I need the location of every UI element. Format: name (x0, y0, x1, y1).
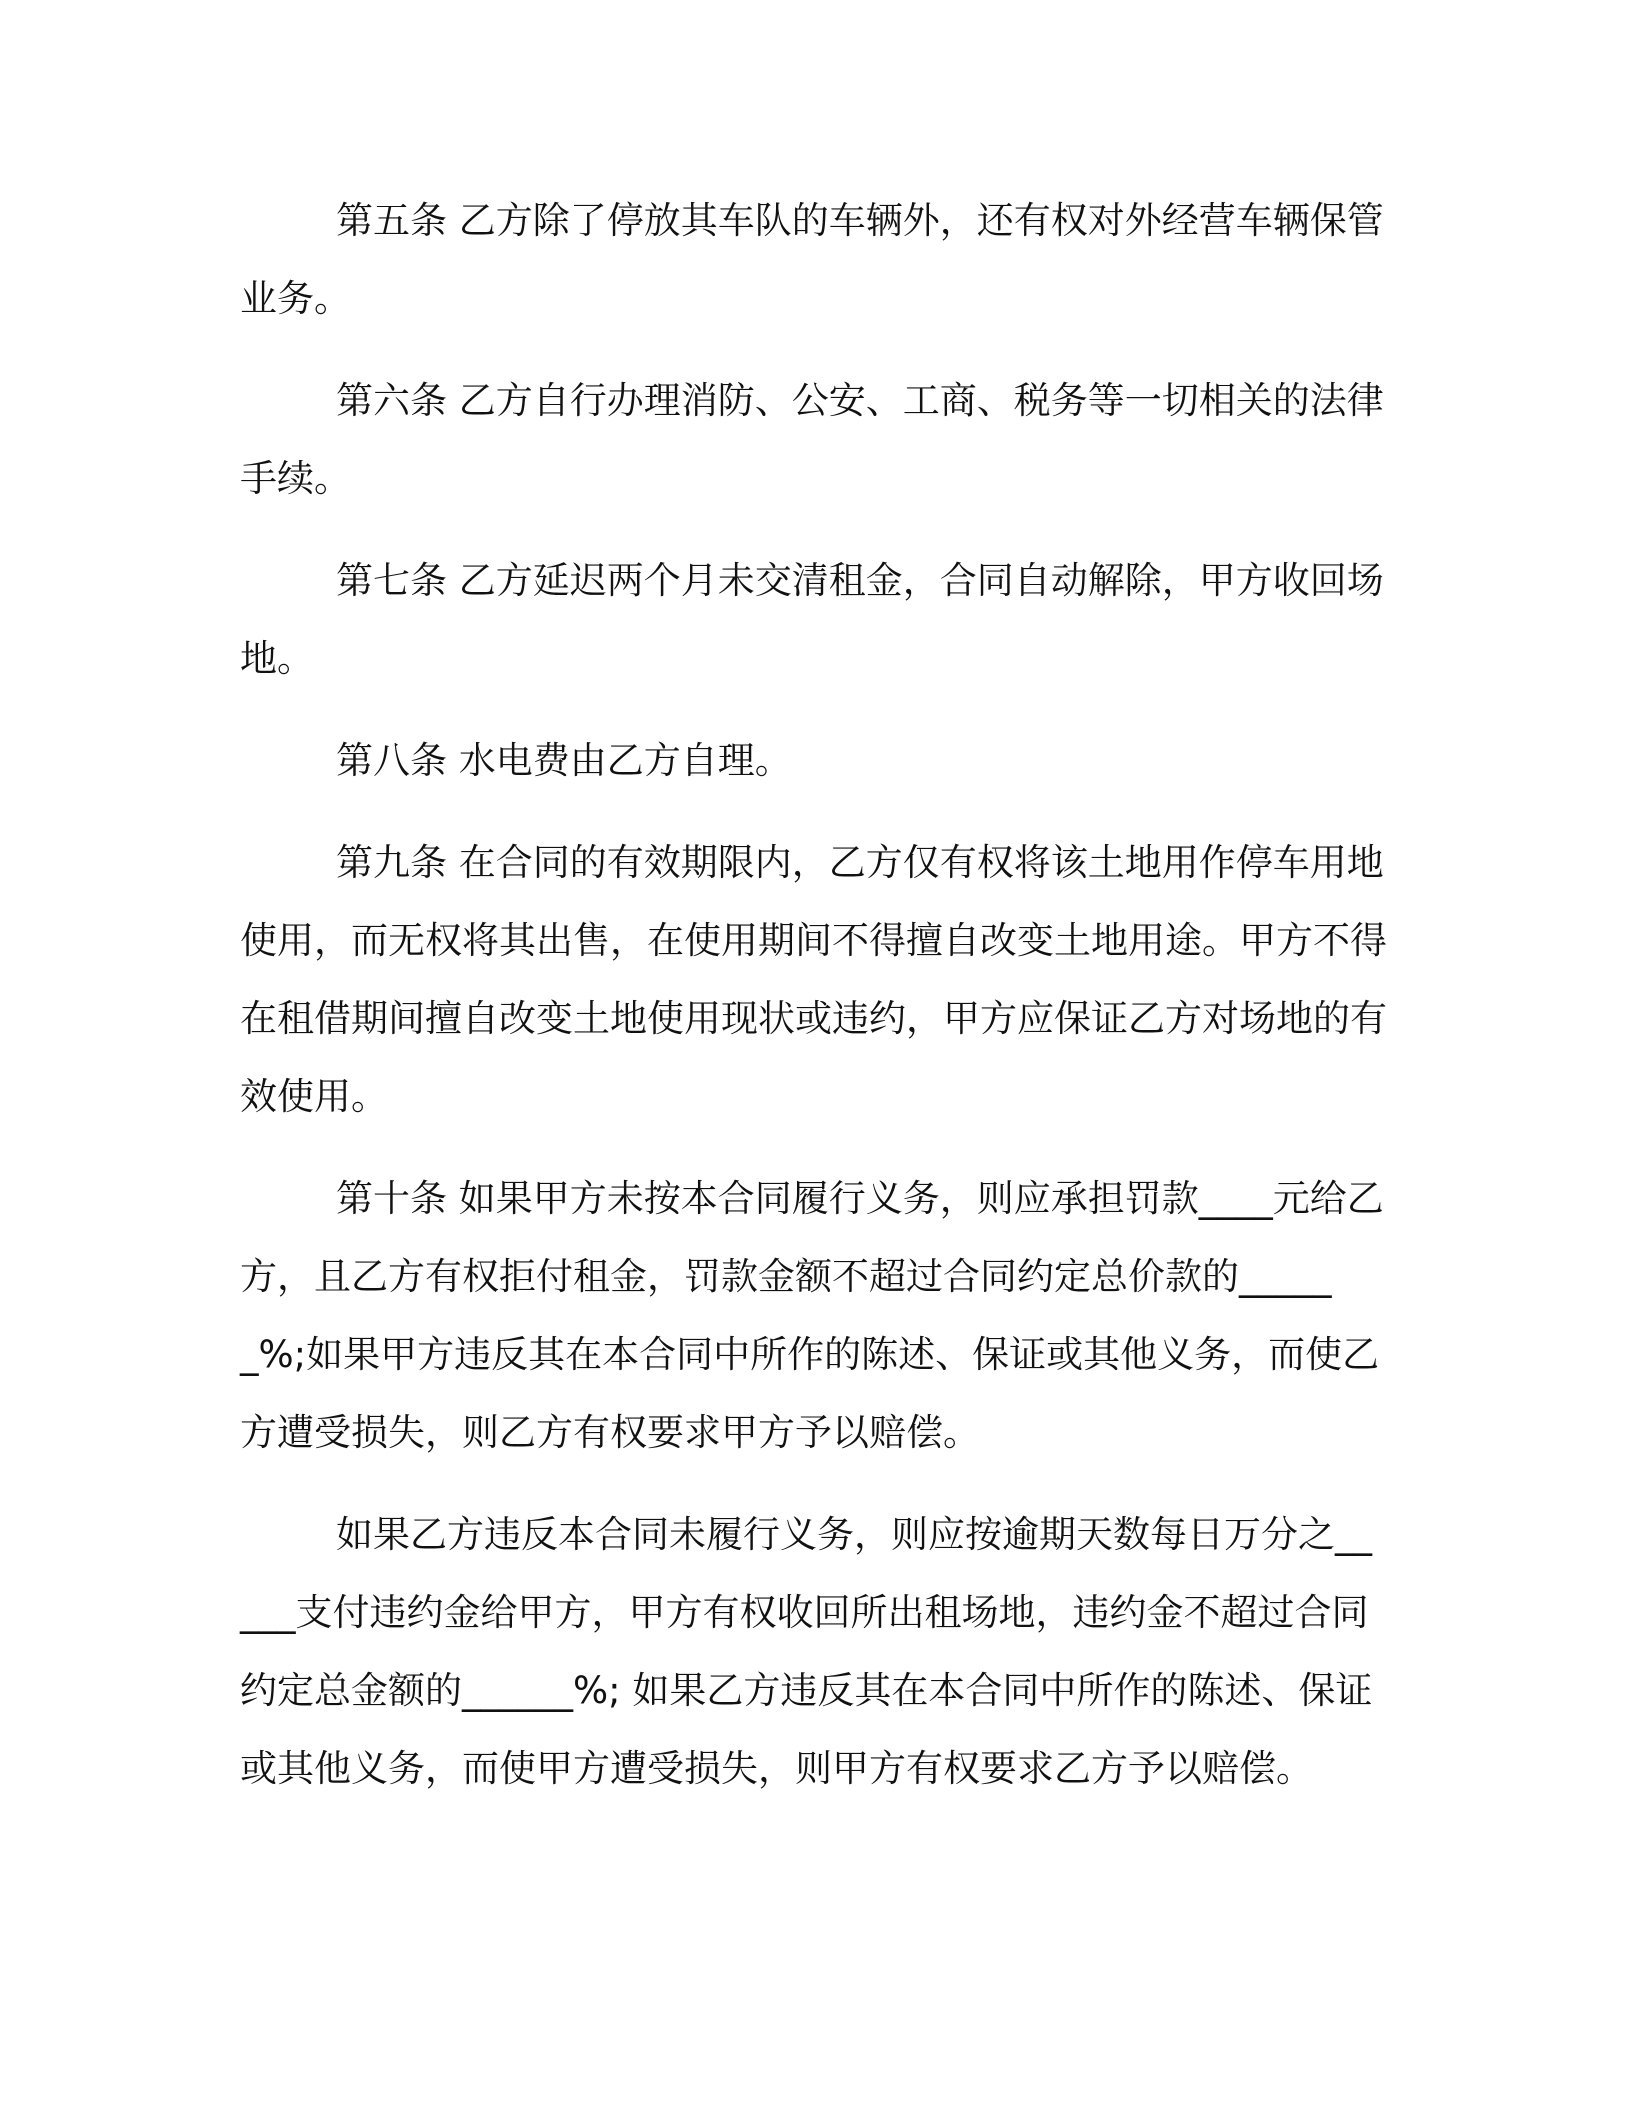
document-body (240, 182, 1390, 1832)
clause-10-paragraph: 第十条 如果甲方未按本合同履行义务，则应承担罚款____元给乙方，且乙方有权拒付租金，罚款金额不超过合同约定总价款的______%;如果甲方违反其在本合同中所作的陈述、保证或其他义务，而使乙方遭受损失，则乙方有权要求甲方予以赔偿。 (240, 1177, 1384, 1454)
party-b-breach-paragraph: 如果乙方违反本合同未履行义务，则应按逾期天数每日万分之_____支付违约金给甲方，甲方有权收回所出租场地，违约金不超过合同约定总金额的______%; 如果乙方违反其在本合同中所作的陈述、保证或其他义务，而使甲方遭受损失，则甲方有权要求乙方予以赔偿。 (240, 1513, 1373, 1790)
clause-9-paragraph: 第九条 在合同的有效期限内，乙方仅有权将该土地用作停车用地使用，而无权将其出售，在使用期间不得擅自改变土地用途。甲方不得在租借期间擅自改变土地使用现状或违约，甲方应保证乙方对场地的有效使用。 (240, 841, 1387, 1118)
clause-8-paragraph: 第八条 水电费由乙方自理。 (336, 739, 792, 782)
clause-6-paragraph: 第六条 乙方自行办理消防、公安、工商、税务等一切相关的法律手续。 (240, 379, 1384, 500)
clause-7-paragraph: 第七条 乙方延迟两个月未交清租金，合同自动解除，甲方收回场地。 (240, 559, 1384, 680)
clause-5-paragraph: 第五条 乙方除了停放其车队的车辆外，还有权对外经营车辆保管业务。 (240, 199, 1384, 320)
